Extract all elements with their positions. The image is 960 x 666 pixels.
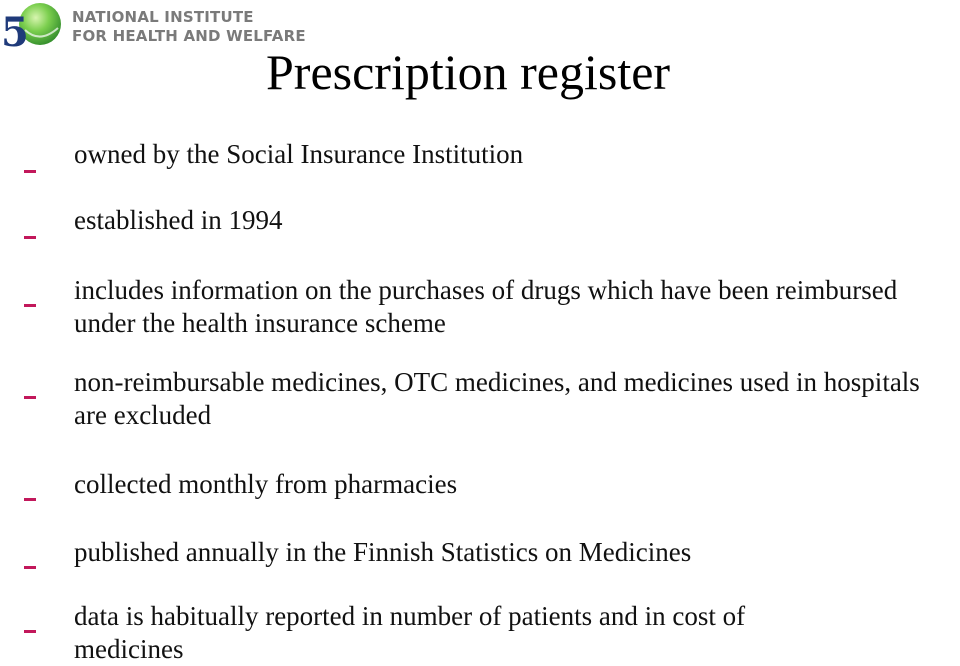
bullet-dash-icon	[24, 304, 36, 307]
bullet-dash-icon	[24, 630, 36, 633]
bullet-text: includes information on the purchases of drugs which have been reimbursed under the health insurance scheme	[74, 275, 898, 338]
logo-line-1: NATIONAL INSTITUTE	[72, 8, 254, 26]
bullet-text: data is habitually reported in number of patients and in cost of medicines	[74, 601, 746, 664]
logo-fifty-icon	[0, 0, 66, 52]
bullet-text: non-reimbursable medicines, OTC medicines, and medicines used in hospitals are excluded	[74, 367, 920, 430]
bullet-text: collected monthly from pharmacies	[74, 469, 458, 499]
bullet-dash-icon	[24, 498, 36, 501]
bullet-dash-icon	[24, 170, 36, 173]
bullet-dash-icon	[24, 566, 36, 569]
page-title: Prescription register	[266, 44, 671, 100]
svg-text:5: 5	[1, 9, 29, 52]
bullet-text: established in 1994	[74, 205, 283, 235]
logo-line-2: FOR HEALTH AND WELFARE	[72, 27, 306, 45]
bullet-text: published annually in the Finnish Statistics on Medicines	[74, 537, 692, 567]
bullet-dash-icon	[24, 236, 36, 239]
bullet-text: owned by the Social Insurance Institution	[74, 139, 524, 169]
bullet-dash-icon	[24, 396, 36, 399]
logo-wordmark	[72, 8, 306, 46]
